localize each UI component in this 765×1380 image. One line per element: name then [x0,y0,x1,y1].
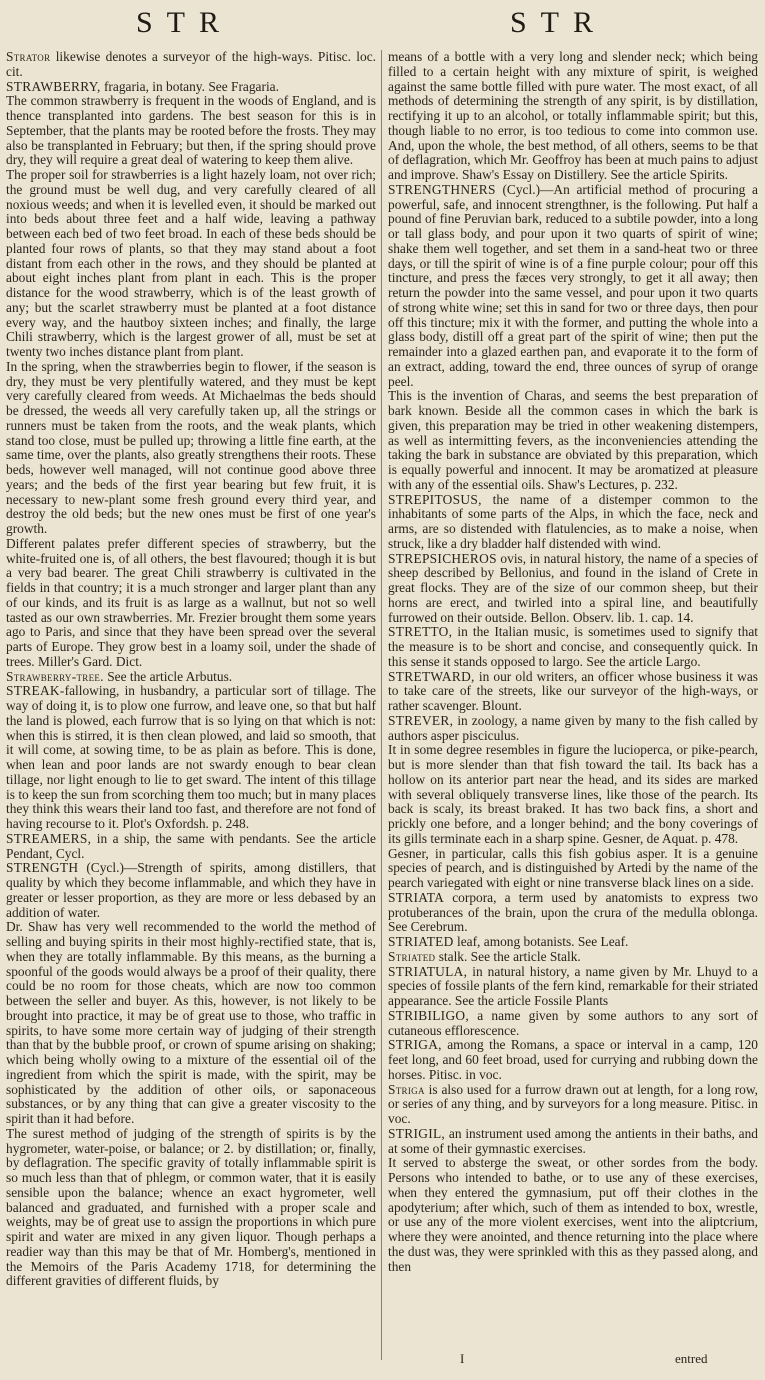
entry-definition: likewise denotes a surveyor of the high-ways. Pitisc. loc. cit. [6,50,376,79]
paragraph: The surest method of judging of the strength of spirits is by the hygrometer, water-poise, or balance; or 2. by distillation; or, finally, by deflagration. The specific gravity of totally inflammable spirit is so much less than that of phlegm, or common water, that it is easily sensible upon the balance; whence an exact hygrometer, well balanced and graduated, and furnished with a proper scale and weights, may be of great use to assign the proportions in which pure spirit and water are mixed in any given liquor. Though perhaps a readier way than this may be that of Mr. Homberg's, mentioned in the Memoirs of the Paris Academy 1718, for determining the different gravities of different fluids, by [6,1125,376,1289]
entry-definition: is also used for a furrow drawn out at length, for a long row, or series of any thing, and by surveyors for a long measure. Pitisc. in voc. [388,1081,758,1126]
left-column [6,50,376,1350]
entry-headword: STREAMERS, [6,830,92,846]
paragraph: The common strawberry is frequent in the woods of England, and is thence transplanted into gardens. The best season for this is in September, that the plants may be rooted before the frosts. They may also be transplanted in February; but then, if the spring should prove dry, they will require a great deal of watering to keep them alive. [6,93,376,168]
entry-definition: in the Italian music, is sometimes used to signify that the measure is to be short and concise, and consequently quick. In this sense it stands opposed to largo. See the article Largo. [388,624,758,669]
entry-headword: STREVER, [388,712,454,728]
dictionary-entry [388,965,758,1009]
entry-headword: STRENGTHNERS [388,181,496,197]
entry-definition: ovis, in natural history, the name of a species of sheep described by Bellonius, and found in the island of Crete in great flocks. They are of the size of our common sheep, but their horns are erect, and twirled into a spiral line, and beautifully furrowed on their outside. Bellon. Observ. lib. 1. cap. 14. [388,550,758,625]
dictionary-entry [388,625,758,669]
entry-headword: STREPSICHEROS [388,550,497,566]
running-head-right: STR [510,6,608,39]
entry-headword: STRIATED [388,934,454,949]
column-divider [381,50,382,1360]
entry-headword: Striated [388,948,436,964]
entry-headword: STRIBILIGO, [388,1007,470,1023]
page-footer [0,1351,765,1371]
entry-definition: in zoology, a name given by many to the fish called by authors asper pisciculus. [388,712,758,743]
paragraph: This is the invention of Charas, and seems the best preparation of bark known. Beside all the common cases in which the bark is given, this preparation may be tried in other weakening distempers, as well as intermitting fevers, as the inconveniencies attending the taking the bark in substance are obviated by this preparation, which is equally powerful and innocent. It may be aromatized at pleasure with any of the essential oils. Shaw's Lectures, p. 232. [388,388,758,492]
entry-headword: STRIGA, [388,1037,442,1053]
entry-headword: Strawberry-tree. [6,668,104,684]
dictionary-entry [388,950,758,965]
dictionary-entry [6,50,376,80]
entry-definition: See the article Arbutus. [103,668,233,684]
entry-definition: in our old writers, an officer whose business it was to take care of the streets, like our surveyor of the high-ways, or rather scavenger. Blount. [388,668,758,713]
entry-definition: corpora, a term used by anatomists to express two protuberances of the brain, upon the crura of the medulla oblonga. See Cerebrum. [388,889,758,935]
paragraph: In the spring, when the strawberries begin to flower, if the season is dry, they must be very plentifully watered, and they must be kept very carefully cleared from weeds. At Michaelmas the beds should be dressed, the weeds all very carefully taken up, all the strings or runners must be taken from the roots, and the weak plants, which stand too close, must be pulled up; throwing a little fine earth, at the same time, over the plants, also greatly strengthens their roots. These beds, however well managed, will not continue good above three years; and the beds of the first year bearing but few fruit, it is necessary to new-plant some fresh ground every third year, and destroy the old beds; but the new ones must be first of one year's growth. [6,358,376,536]
paragraph: means of a bottle with a very long and slender neck; which being filled to a certain height with any mixture of spirit, is weighed against the same bottle filled with pure water. The most exact, of all methods of determining the strength of any spirit, is by distillation, rectifying it up to an alcohol, or totally inflammable spirit; but this, though liable to no error, is too tedious to come into common use. And, upon the whole, the best method, of all others, seems to be that of deflagration, which Mr. Geoffroy has been at much pains to adjust and improve. Shaw's Essay on Distillery. See the article Spirits. [388,50,758,182]
dictionary-entry [388,1009,758,1039]
entry-definition: among the Romans, a space or interval in a camp, 120 feet long, and 60 feet broad, used for currying and rubbing down the horses. Pitisc. in voc. [388,1037,758,1082]
entry-definition: an instrument used among the antients in their baths, and at some of their gymnastic exercises. [388,1125,758,1156]
dictionary-entry [388,1083,758,1127]
entry-headword: STRAWBERRY, [6,78,101,94]
paragraph: Dr. Shaw has very well recommended to the world the method of selling and buying spirits in their most highly-rectified state, that is, when they are totally inflammable. By this means, as the burning a spoonful of the goods would always be a proof of their quality, there could be no room for those cheats, which are now too common between the seller and buyer. As this, however, is not likely to be brought into practice, it may be of great use to those, who traffic in spirits, to have some more certain way of judging of their strength than that by the bubble proof, or crown of spume arising on shaking; which being wholly owing to a mixture of the essential oil of the ingredient from which the spirit is made, with the spirit, may be sophisticated by the addition of other oils, or saponaceous substances, or by any thing that can give a greater viscosity to the spirit than it had before. [6,919,376,1126]
right-column [388,50,758,1350]
entry-definition: in natural history, a name given by Mr. Lhuyd to a species of fossile plants of the fern kind, remarkable for their striated appearance. See the article Fossile Plants [388,963,758,1008]
entry-headword: STRETWARD, [388,668,475,684]
entry-headword: Strator [6,50,51,64]
dictionary-entry [388,552,758,626]
entry-definition: (Cycl.)—An artificial method of procuring a powerful, safe, and innocent strengthner, is the following. Put half a pound of fine Peruvian bark, reduced to a subtile powder, into a long or tall glass body, and pour upon it two quarts of spirit of wine; shake them well together, and set them in a sand-heat two or three days, or till the spirit of wine is of a fine purple colour; pour off this tincture, and press the fæces very strongly, to get it all away; then return the powder into the same vessel, and pour upon it two quarts of strong white wine; set this in sand for two or three days, then pour off this tincture; mix it with the former, and putting the whole into a glass body, distill off a great part of the spirit of wine; then put the remainder into a glazed earthen pan, and evaporate it to the form of an extract, adding, toward the end, three ounces of syrup of orange peel. [388,181,758,389]
signature-mark: I [460,1351,465,1366]
entry-headword: STRIGIL, [388,1125,446,1141]
dictionary-entry [388,935,758,950]
entry-definition: fragaria, in botany. See Fragaria. [100,78,279,94]
paragraph: The proper soil for strawberries is a light hazely loam, not over rich; the ground must be well dug, and very carefully cleared of all noxious weeds; and when it is levelled even, it should be marked out into beds about three feet and a half wide, leaving a pathway between each bed of two feet broad. In each of these beds should be planted four rows of plants, so that they may stand about a foot distant from each other in the rows, and they should be planted at about eight inches plant from plant in each. This is the proper distance for the wood strawberry, which is of the least growth of any; but the scarlet strawberry must be planted at a foot distance every way, and the hautboy sixteen inches; and finally, the large Chili strawberry, which is the largest grower of all, must be set at twenty two inches distance plant from plant. [6,167,376,359]
dictionary-entry [388,493,758,552]
dictionary-entry [388,1127,758,1157]
entry-headword: STRETTO, [388,624,453,640]
entry-headword: STRIATULA, [388,963,468,979]
entry-definition: leaf, among botanists. See Leaf. [453,934,629,949]
entry-headword: STREPITOSUS, [388,491,482,507]
entry-headword: STREAK- [6,683,65,699]
dictionary-entry [6,670,376,685]
dictionary-entry [388,670,758,714]
dictionary-entry [388,183,758,390]
dictionary-entry [388,891,758,935]
catchword: entred [675,1351,708,1366]
running-head-left: STR [136,6,234,39]
entry-definition: in a ship, the same with pendants. See the article Pendant, Cycl. [6,830,376,861]
dictionary-entry [6,861,376,920]
entry-definition: (Cycl.)—Strength of spirits, among distillers, that quality by which they become inflammable, and which they have in greater or lesser proportion, as they are more or less debased by an addition of water. [6,860,376,920]
paragraph: Gesner, in particular, calls this fish gobius asper. It is a genuine species of pearch, and is distinguished by Artedi by the name of the pearch variegated with eight or nine transverse black lines on a side. [388,845,758,890]
entry-headword: STRENGTH [6,860,79,876]
dictionary-entry [6,832,376,862]
paragraph: It in some degree resembles in figure the lucioperca, or pike-pearch, but is more slender than that fish toward the tail. Its back has a hollow on its anterior part near the head, and its sides are marked with several obliquely transverse lines, like those of the pearch. Its back is scaly, its breast braked. It has two back fins, a short and prickly one before, and a longer behind; and the bony coverings of its gills terminate each in a sharp spine. Gesner, de Aquat. p. 478. [388,742,758,846]
entry-definition: stalk. See the article Stalk. [435,948,581,964]
dictionary-entry [388,714,758,744]
paragraph: It served to absterge the sweat, or other sordes from the body. Persons who intended to bathe, or to use any of these exercises, when they entered the gymnasium, put off their clothes in the apodyterium; after which, such of them as intended to box, wrestle, or use any of the more violent exercises, went into the aliptcrium, where they were anointed, and thence returning into the place where the dust was, they were sprinkled with this as they passed along, and then [388,1155,758,1274]
entry-headword: Striga [388,1081,425,1097]
dictionary-entry [6,80,376,95]
running-head [0,6,765,46]
entry-definition: a name given by some authors to any sort of cutaneous efflorescence. [388,1007,758,1038]
entry-headword: STRIATA [388,889,445,905]
dictionary-entry [388,1038,758,1082]
entry-definition: the name of a distemper common to the inhabitants of some parts of the Alps, in which the face, neck and arms, are so distended with flatulencies, as to make a noise, when struck, like a dry bladder half distended with wind. [388,491,758,551]
dictionary-entry [6,684,376,832]
entry-definition: fallowing, in husbandry, a particular sort of tillage. The way of doing it, is to plow one furrow, and leave one, so that but half the land is plowed, each furrow that is so lying on that which is not: when this is stirred, it is then clean plowed, and laid so smooth, that it will come, at sowing time, to be as plain as before. This is done, when lean and poor lands are not swardy enough to bear clean tillage, nor light enough to lie to get sward. The intent of this tillage is to keep the sun from scorching them too much; but in many places they think this wears their land too fast, and therefore are not fond of having recourse to it. Plot's Oxfordsh. p. 248. [6,683,376,831]
paragraph: Different palates prefer different species of strawberry, but the white-fruited one is, of all others, the best flavoured; though it is but a very bad bearer. The great Chili strawberry is cultivated in the fields in that country; it is a much stronger and larger plant than any of our kinds, and its fruit is as large as a wallnut, but not so well tasted as our own strawberries. Mr. Frezier brought them some years ago to Paris, and since that they have been spread over the several parts of Europe. They grow best in a loamy soil, under the shade of trees. Miller's Gard. Dict. [6,535,376,669]
